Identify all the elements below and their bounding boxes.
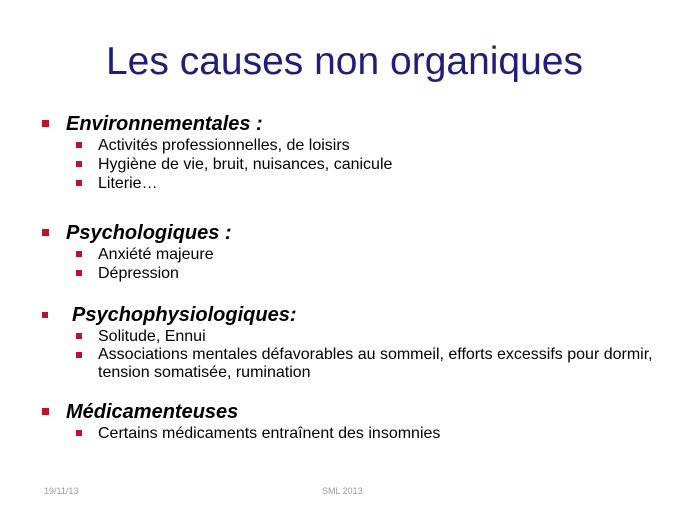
sub-list: [40, 136, 660, 193]
list-item-text: Activités professionnelles, de loisirs: [98, 137, 350, 154]
sub-list: [40, 327, 660, 382]
square-bullet-icon: [76, 270, 82, 276]
sub-list: [40, 424, 660, 443]
list-item: [40, 346, 660, 382]
square-bullet-icon: [42, 120, 49, 127]
slide-title: Les causes non organiques: [105, 40, 583, 83]
slide-content: [40, 112, 660, 443]
section-heading: [40, 221, 660, 245]
section-heading: [40, 112, 660, 136]
list-item: [40, 327, 660, 346]
section-heading: [40, 303, 660, 327]
list-item-text: Hygiène de vie, bruit, nuisances, canicule: [98, 156, 393, 173]
list-item: [40, 174, 660, 193]
section-heading-text: Psychologiques :: [66, 222, 232, 244]
square-bullet-icon: [76, 142, 82, 148]
list-item: [40, 424, 660, 443]
list-item-text: Certains médicaments entraînent des insomnies: [98, 425, 441, 442]
square-bullet-icon: [76, 430, 82, 436]
section-environnementales: [40, 112, 660, 193]
square-bullet-icon: [76, 352, 82, 358]
list-item: [40, 155, 660, 174]
list-item: [40, 136, 660, 155]
section-medicamenteuses: [40, 400, 660, 443]
sub-list: [40, 245, 660, 283]
list-item-text: Associations mentales défavorables au sommeil, efforts excessifs pour dormir, tension somatisée, rumination: [98, 346, 653, 381]
square-bullet-icon: [42, 312, 48, 318]
section-psychologiques: [40, 221, 660, 283]
square-bullet-icon: [76, 251, 82, 257]
list-item-text: Dépression: [98, 265, 179, 282]
section-heading-text: Médicamenteuses: [66, 401, 239, 423]
list-item-text: Anxiété majeure: [98, 246, 214, 263]
square-bullet-icon: [76, 180, 82, 186]
square-bullet-icon: [76, 161, 82, 167]
square-bullet-icon: [76, 333, 82, 339]
list-item-text: Solitude, Ennui: [98, 328, 206, 345]
list-item: [40, 264, 660, 283]
section-heading-text: Psychophysiologiques:: [72, 304, 297, 326]
footer-center: SML 2013: [322, 486, 363, 496]
section-heading-text: Environnementales :: [66, 113, 263, 135]
section-heading: [40, 400, 660, 424]
list-item-text: Literie…: [98, 175, 158, 192]
square-bullet-icon: [42, 408, 49, 415]
section-psychophysiologiques: [40, 303, 660, 382]
footer-date: 19/11/13: [44, 486, 79, 496]
list-item: [40, 245, 660, 264]
square-bullet-icon: [42, 229, 49, 236]
